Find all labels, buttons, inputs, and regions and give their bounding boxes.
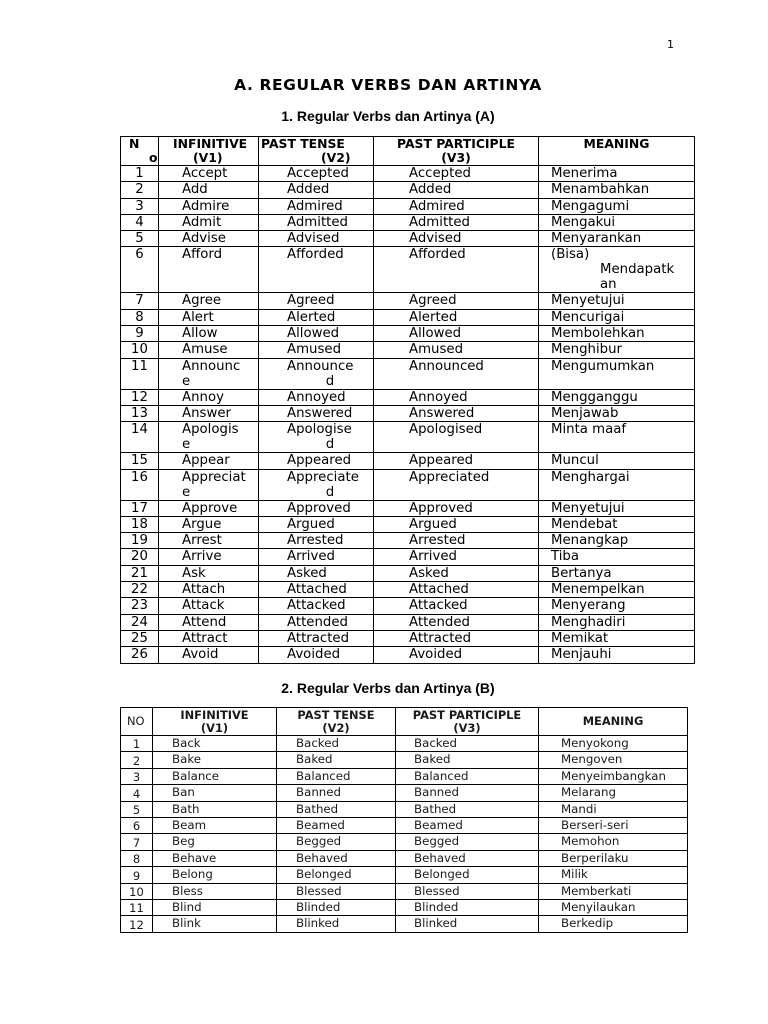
- header-past-participle: [374, 137, 539, 166]
- infinitive-cell: [159, 422, 259, 453]
- meaning-cell: Menghargai: [539, 469, 695, 500]
- meaning-cell: Menyeimbangkan: [539, 768, 688, 784]
- row-number: 5: [121, 801, 153, 817]
- header-infinitive-line2: (V1): [200, 720, 229, 735]
- meaning-cell: Menyetujui: [539, 500, 695, 516]
- past-tense-cell: Backed: [277, 736, 396, 752]
- header-past-tense: [259, 137, 374, 166]
- table-row: [121, 198, 695, 214]
- past-tense-cell: Allowed: [259, 326, 374, 342]
- row-number: 3: [121, 768, 153, 784]
- row-number: 19: [121, 533, 159, 549]
- header-no-line2: o: [149, 150, 158, 165]
- row-number: 18: [121, 516, 159, 532]
- past-participle-cell: Advised: [374, 231, 539, 247]
- regular-verbs-table-b: [120, 707, 688, 933]
- past-tense-cell: Advised: [259, 231, 374, 247]
- table-row: [121, 533, 695, 549]
- past-tense-cell: Arrested: [259, 533, 374, 549]
- header-meaning: MEANING: [539, 708, 688, 736]
- past-tense-cell: Attacked: [259, 598, 374, 614]
- infinitive-cell: Answer: [159, 405, 259, 421]
- meaning-cell: Minta maaf: [539, 422, 695, 453]
- table-row: [121, 469, 695, 500]
- regular-verbs-table-a: [120, 136, 695, 664]
- meaning-cell: Berperilaku: [539, 850, 688, 866]
- table-row: [121, 850, 688, 866]
- infinitive-text: Announc: [182, 358, 241, 374]
- row-number: 6: [121, 817, 153, 833]
- row-number: 21: [121, 565, 159, 581]
- row-number: 1: [121, 166, 159, 182]
- header-infinitive-line1: INFINITIVE: [173, 136, 248, 151]
- infinitive-cell: Annoy: [159, 389, 259, 405]
- past-tense-cell: Annoyed: [259, 389, 374, 405]
- infinitive-cell: Appear: [159, 453, 259, 469]
- past-tense-cell: Baked: [277, 752, 396, 768]
- meaning-text: (Bisa): [551, 247, 590, 263]
- past-tense-cell: Attended: [259, 614, 374, 630]
- infinitive-cell: Alert: [159, 309, 259, 325]
- infinitive-cell: Approve: [159, 500, 259, 516]
- row-number: 9: [121, 867, 153, 883]
- infinitive-cell: Attend: [159, 614, 259, 630]
- meaning-cell: Menangkap: [539, 533, 695, 549]
- meaning-cell: Mengganggu: [539, 389, 695, 405]
- infinitive-cell: Argue: [159, 516, 259, 532]
- past-participle-cell: Accepted: [374, 166, 539, 182]
- meaning-cell: Menyilaukan: [539, 899, 688, 915]
- infinitive-cell: Ban: [153, 785, 277, 801]
- infinitive-cell: Beg: [153, 834, 277, 850]
- infinitive-cell: Attach: [159, 582, 259, 598]
- infinitive-cell: Admire: [159, 198, 259, 214]
- page-number: 1: [667, 38, 674, 51]
- past-participle-cell: Admired: [374, 198, 539, 214]
- past-participle-cell: Arrested: [374, 533, 539, 549]
- past-tense-text-wrap: d: [325, 373, 335, 389]
- past-tense-cell: Begged: [277, 834, 396, 850]
- table-row: [121, 801, 688, 817]
- table-header-row: [121, 137, 695, 166]
- infinitive-cell: Blind: [153, 899, 277, 915]
- header-infinitive-line1: INFINITIVE: [180, 708, 249, 722]
- header-meaning: MEANING: [539, 137, 695, 166]
- table-row: [121, 500, 695, 516]
- infinitive-cell: Afford: [159, 247, 259, 293]
- past-participle-cell: Annoyed: [374, 389, 539, 405]
- infinitive-text-wrap: e: [182, 373, 191, 389]
- meaning-text-line3: an: [600, 277, 617, 293]
- infinitive-cell: Blink: [153, 916, 277, 932]
- table-row: [121, 182, 695, 198]
- row-number: 10: [121, 342, 159, 358]
- past-tense-cell: Argued: [259, 516, 374, 532]
- table-row: [121, 214, 695, 230]
- infinitive-cell: Balance: [153, 768, 277, 784]
- table-b-subtitle: 2. Regular Verbs dan Artinya (B): [281, 680, 495, 696]
- row-number: 2: [121, 182, 159, 198]
- row-number: 2: [121, 752, 153, 768]
- past-tense-cell: Banned: [277, 785, 396, 801]
- meaning-cell: Menyokong: [539, 736, 688, 752]
- past-participle-cell: Announced: [374, 358, 539, 389]
- row-number: 12: [121, 916, 153, 932]
- infinitive-cell: Add: [159, 182, 259, 198]
- past-participle-cell: Allowed: [374, 326, 539, 342]
- row-number: 9: [121, 326, 159, 342]
- row-number: 11: [121, 358, 159, 389]
- header-past-participle-line1: PAST PARTICIPLE: [397, 136, 515, 151]
- meaning-cell: Menghibur: [539, 342, 695, 358]
- infinitive-cell: Allow: [159, 326, 259, 342]
- past-tense-text: Appreciate: [287, 469, 359, 485]
- infinitive-cell: Admit: [159, 214, 259, 230]
- header-past-tense-line1: PAST TENSE: [297, 708, 375, 722]
- table-a-subtitle: 1. Regular Verbs dan Artinya (A): [281, 108, 495, 124]
- table-row: [121, 582, 695, 598]
- header-past-participle-line2: (V3): [453, 720, 481, 735]
- table-row: [121, 647, 695, 663]
- meaning-cell: Bertanya: [539, 565, 695, 581]
- past-participle-cell: Blinked: [396, 916, 539, 932]
- past-tense-cell: Afforded: [259, 247, 374, 293]
- past-participle-cell: Appreciated: [374, 469, 539, 500]
- header-no: [121, 137, 159, 166]
- past-participle-cell: Apologised: [374, 422, 539, 453]
- past-tense-cell: Blessed: [277, 883, 396, 899]
- row-number: 17: [121, 500, 159, 516]
- past-tense-cell: Admired: [259, 198, 374, 214]
- past-participle-cell: Arrived: [374, 549, 539, 565]
- past-participle-cell: Admitted: [374, 214, 539, 230]
- row-number: 16: [121, 469, 159, 500]
- past-tense-cell: Admitted: [259, 214, 374, 230]
- header-infinitive: [159, 137, 259, 166]
- past-participle-cell: Attended: [374, 614, 539, 630]
- row-number: 11: [121, 899, 153, 915]
- infinitive-cell: Avoid: [159, 647, 259, 663]
- row-number: 8: [121, 850, 153, 866]
- header-past-participle-line2: (V3): [441, 150, 471, 165]
- header-past-participle-line1: PAST PARTICIPLE: [412, 708, 522, 722]
- table-row: [121, 453, 695, 469]
- past-participle-cell: Asked: [374, 565, 539, 581]
- past-tense-cell: [259, 469, 374, 500]
- table-row: [121, 549, 695, 565]
- header-past-tense-line2: (V2): [321, 150, 351, 165]
- header-past-participle: [396, 708, 539, 736]
- infinitive-cell: Attract: [159, 630, 259, 646]
- meaning-cell: Menghadiri: [539, 614, 695, 630]
- table-header-row: [121, 708, 688, 736]
- table-row: [121, 389, 695, 405]
- table-row: [121, 736, 688, 752]
- past-tense-cell: [259, 358, 374, 389]
- past-tense-cell: Attracted: [259, 630, 374, 646]
- past-tense-cell: Belonged: [277, 867, 396, 883]
- row-number: 12: [121, 389, 159, 405]
- past-participle-cell: Baked: [396, 752, 539, 768]
- meaning-cell: Menjawab: [539, 405, 695, 421]
- infinitive-text-wrap: e: [182, 484, 191, 500]
- infinitive-cell: Amuse: [159, 342, 259, 358]
- row-number: 23: [121, 598, 159, 614]
- past-tense-text: Announce: [287, 358, 354, 374]
- table-row: [121, 883, 688, 899]
- past-participle-cell: Attacked: [374, 598, 539, 614]
- meaning-cell: Memohon: [539, 834, 688, 850]
- past-tense-cell: Agreed: [259, 293, 374, 309]
- meaning-cell: Milik: [539, 867, 688, 883]
- meaning-cell: Mendebat: [539, 516, 695, 532]
- meaning-cell: Mengagumi: [539, 198, 695, 214]
- row-number: 20: [121, 549, 159, 565]
- header-infinitive-line2: (V1): [193, 150, 223, 165]
- header-past-tense-line1: PAST TENSE: [261, 136, 345, 151]
- past-participle-cell: Answered: [374, 405, 539, 421]
- past-tense-cell: Blinded: [277, 899, 396, 915]
- past-participle-cell: Attached: [374, 582, 539, 598]
- past-participle-cell: Argued: [374, 516, 539, 532]
- past-tense-cell: Beamed: [277, 817, 396, 833]
- meaning-cell: Membolehkan: [539, 326, 695, 342]
- row-number: 25: [121, 630, 159, 646]
- row-number: 24: [121, 614, 159, 630]
- table-row: [121, 899, 688, 915]
- table-row: [121, 309, 695, 325]
- infinitive-cell: Bath: [153, 801, 277, 817]
- past-tense-cell: Added: [259, 182, 374, 198]
- meaning-cell: Menerima: [539, 166, 695, 182]
- past-participle-cell: Banned: [396, 785, 539, 801]
- meaning-cell: Menyarankan: [539, 231, 695, 247]
- meaning-cell: Muncul: [539, 453, 695, 469]
- meaning-cell: [539, 247, 695, 293]
- table-row: [121, 867, 688, 883]
- table-row: [121, 752, 688, 768]
- infinitive-cell: Back: [153, 736, 277, 752]
- past-tense-text-wrap: d: [325, 484, 335, 500]
- past-participle-cell: Blinded: [396, 899, 539, 915]
- past-tense-cell: Appeared: [259, 453, 374, 469]
- table-row: [121, 614, 695, 630]
- past-participle-cell: Afforded: [374, 247, 539, 293]
- infinitive-cell: Arrive: [159, 549, 259, 565]
- past-tense-cell: Avoided: [259, 647, 374, 663]
- table-row: [121, 247, 695, 293]
- past-participle-cell: Appeared: [374, 453, 539, 469]
- table-row: [121, 516, 695, 532]
- table-row: [121, 768, 688, 784]
- infinitive-cell: Advise: [159, 231, 259, 247]
- table-row: [121, 231, 695, 247]
- past-tense-cell: Arrived: [259, 549, 374, 565]
- header-no: NO: [121, 708, 153, 736]
- table-row: [121, 817, 688, 833]
- row-number: 10: [121, 883, 153, 899]
- past-participle-cell: Blessed: [396, 883, 539, 899]
- row-number: 4: [121, 214, 159, 230]
- past-tense-cell: [259, 422, 374, 453]
- past-participle-cell: Balanced: [396, 768, 539, 784]
- meaning-cell: Menambahkan: [539, 182, 695, 198]
- past-tense-cell: Approved: [259, 500, 374, 516]
- meaning-cell: Mandi: [539, 801, 688, 817]
- infinitive-cell: Behave: [153, 850, 277, 866]
- row-number: 26: [121, 647, 159, 663]
- meaning-cell: Mengakui: [539, 214, 695, 230]
- infinitive-cell: Bake: [153, 752, 277, 768]
- header-past-tense-line2: (V2): [322, 720, 350, 735]
- header-past-tense: [277, 708, 396, 736]
- past-tense-cell: Attached: [259, 582, 374, 598]
- past-tense-cell: Accepted: [259, 166, 374, 182]
- meaning-cell: Menjauhi: [539, 647, 695, 663]
- meaning-cell: Memberkati: [539, 883, 688, 899]
- infinitive-text: Appreciat: [182, 469, 246, 485]
- table-row: [121, 630, 695, 646]
- meaning-cell: Memikat: [539, 630, 695, 646]
- infinitive-cell: Bless: [153, 883, 277, 899]
- past-participle-cell: Behaved: [396, 850, 539, 866]
- infinitive-cell: Arrest: [159, 533, 259, 549]
- meaning-cell: Mengoven: [539, 752, 688, 768]
- row-number: 4: [121, 785, 153, 801]
- past-tense-text: Apologise: [287, 422, 352, 438]
- past-participle-cell: Approved: [374, 500, 539, 516]
- infinitive-cell: Attack: [159, 598, 259, 614]
- past-tense-cell: Behaved: [277, 850, 396, 866]
- past-tense-cell: Blinked: [277, 916, 396, 932]
- meaning-cell: Berkedip: [539, 916, 688, 932]
- table-row: [121, 785, 688, 801]
- meaning-cell: Berseri-seri: [539, 817, 688, 833]
- infinitive-cell: [159, 469, 259, 500]
- meaning-cell: Mencurigai: [539, 309, 695, 325]
- past-tense-cell: Alerted: [259, 309, 374, 325]
- table-row: [121, 293, 695, 309]
- table-row: [121, 916, 688, 932]
- row-number: 7: [121, 293, 159, 309]
- past-tense-cell: Balanced: [277, 768, 396, 784]
- past-participle-cell: Avoided: [374, 647, 539, 663]
- table-row: [121, 422, 695, 453]
- row-number: 7: [121, 834, 153, 850]
- row-number: 14: [121, 422, 159, 453]
- page-title: A. REGULAR VERBS DAN ARTINYA: [234, 76, 542, 94]
- row-number: 3: [121, 198, 159, 214]
- past-tense-cell: Amused: [259, 342, 374, 358]
- infinitive-cell: Accept: [159, 166, 259, 182]
- meaning-text-line2: Mendapatk: [600, 262, 675, 278]
- row-number: 13: [121, 405, 159, 421]
- header-no-line1: N: [129, 136, 140, 151]
- past-tense-cell: Bathed: [277, 801, 396, 817]
- table-row: [121, 342, 695, 358]
- meaning-cell: Menyetujui: [539, 293, 695, 309]
- table-row: [121, 166, 695, 182]
- row-number: 15: [121, 453, 159, 469]
- past-participle-cell: Begged: [396, 834, 539, 850]
- row-number: 6: [121, 247, 159, 293]
- meaning-cell: Menempelkan: [539, 582, 695, 598]
- past-participle-cell: Amused: [374, 342, 539, 358]
- infinitive-text: Apologis: [182, 422, 239, 438]
- past-tense-text-wrap: d: [325, 437, 335, 453]
- past-participle-cell: Backed: [396, 736, 539, 752]
- meaning-cell: Tiba: [539, 549, 695, 565]
- header-infinitive: [153, 708, 277, 736]
- row-number: 5: [121, 231, 159, 247]
- past-tense-cell: Answered: [259, 405, 374, 421]
- past-participle-cell: Alerted: [374, 309, 539, 325]
- table-row: [121, 326, 695, 342]
- infinitive-text-wrap: e: [182, 437, 191, 453]
- row-number: 8: [121, 309, 159, 325]
- row-number: 1: [121, 736, 153, 752]
- infinitive-cell: [159, 358, 259, 389]
- past-tense-cell: Asked: [259, 565, 374, 581]
- meaning-cell: Menyerang: [539, 598, 695, 614]
- infinitive-cell: Agree: [159, 293, 259, 309]
- past-participle-cell: Beamed: [396, 817, 539, 833]
- past-participle-cell: Agreed: [374, 293, 539, 309]
- meaning-cell: Mengumumkan: [539, 358, 695, 389]
- table-row: [121, 834, 688, 850]
- table-row: [121, 405, 695, 421]
- table-row: [121, 565, 695, 581]
- infinitive-cell: Belong: [153, 867, 277, 883]
- table-row: [121, 598, 695, 614]
- past-participle-cell: Attracted: [374, 630, 539, 646]
- past-participle-cell: Belonged: [396, 867, 539, 883]
- table-row: [121, 358, 695, 389]
- past-participle-cell: Bathed: [396, 801, 539, 817]
- infinitive-cell: Ask: [159, 565, 259, 581]
- past-participle-cell: Added: [374, 182, 539, 198]
- row-number: 22: [121, 582, 159, 598]
- infinitive-cell: Beam: [153, 817, 277, 833]
- meaning-cell: Melarang: [539, 785, 688, 801]
